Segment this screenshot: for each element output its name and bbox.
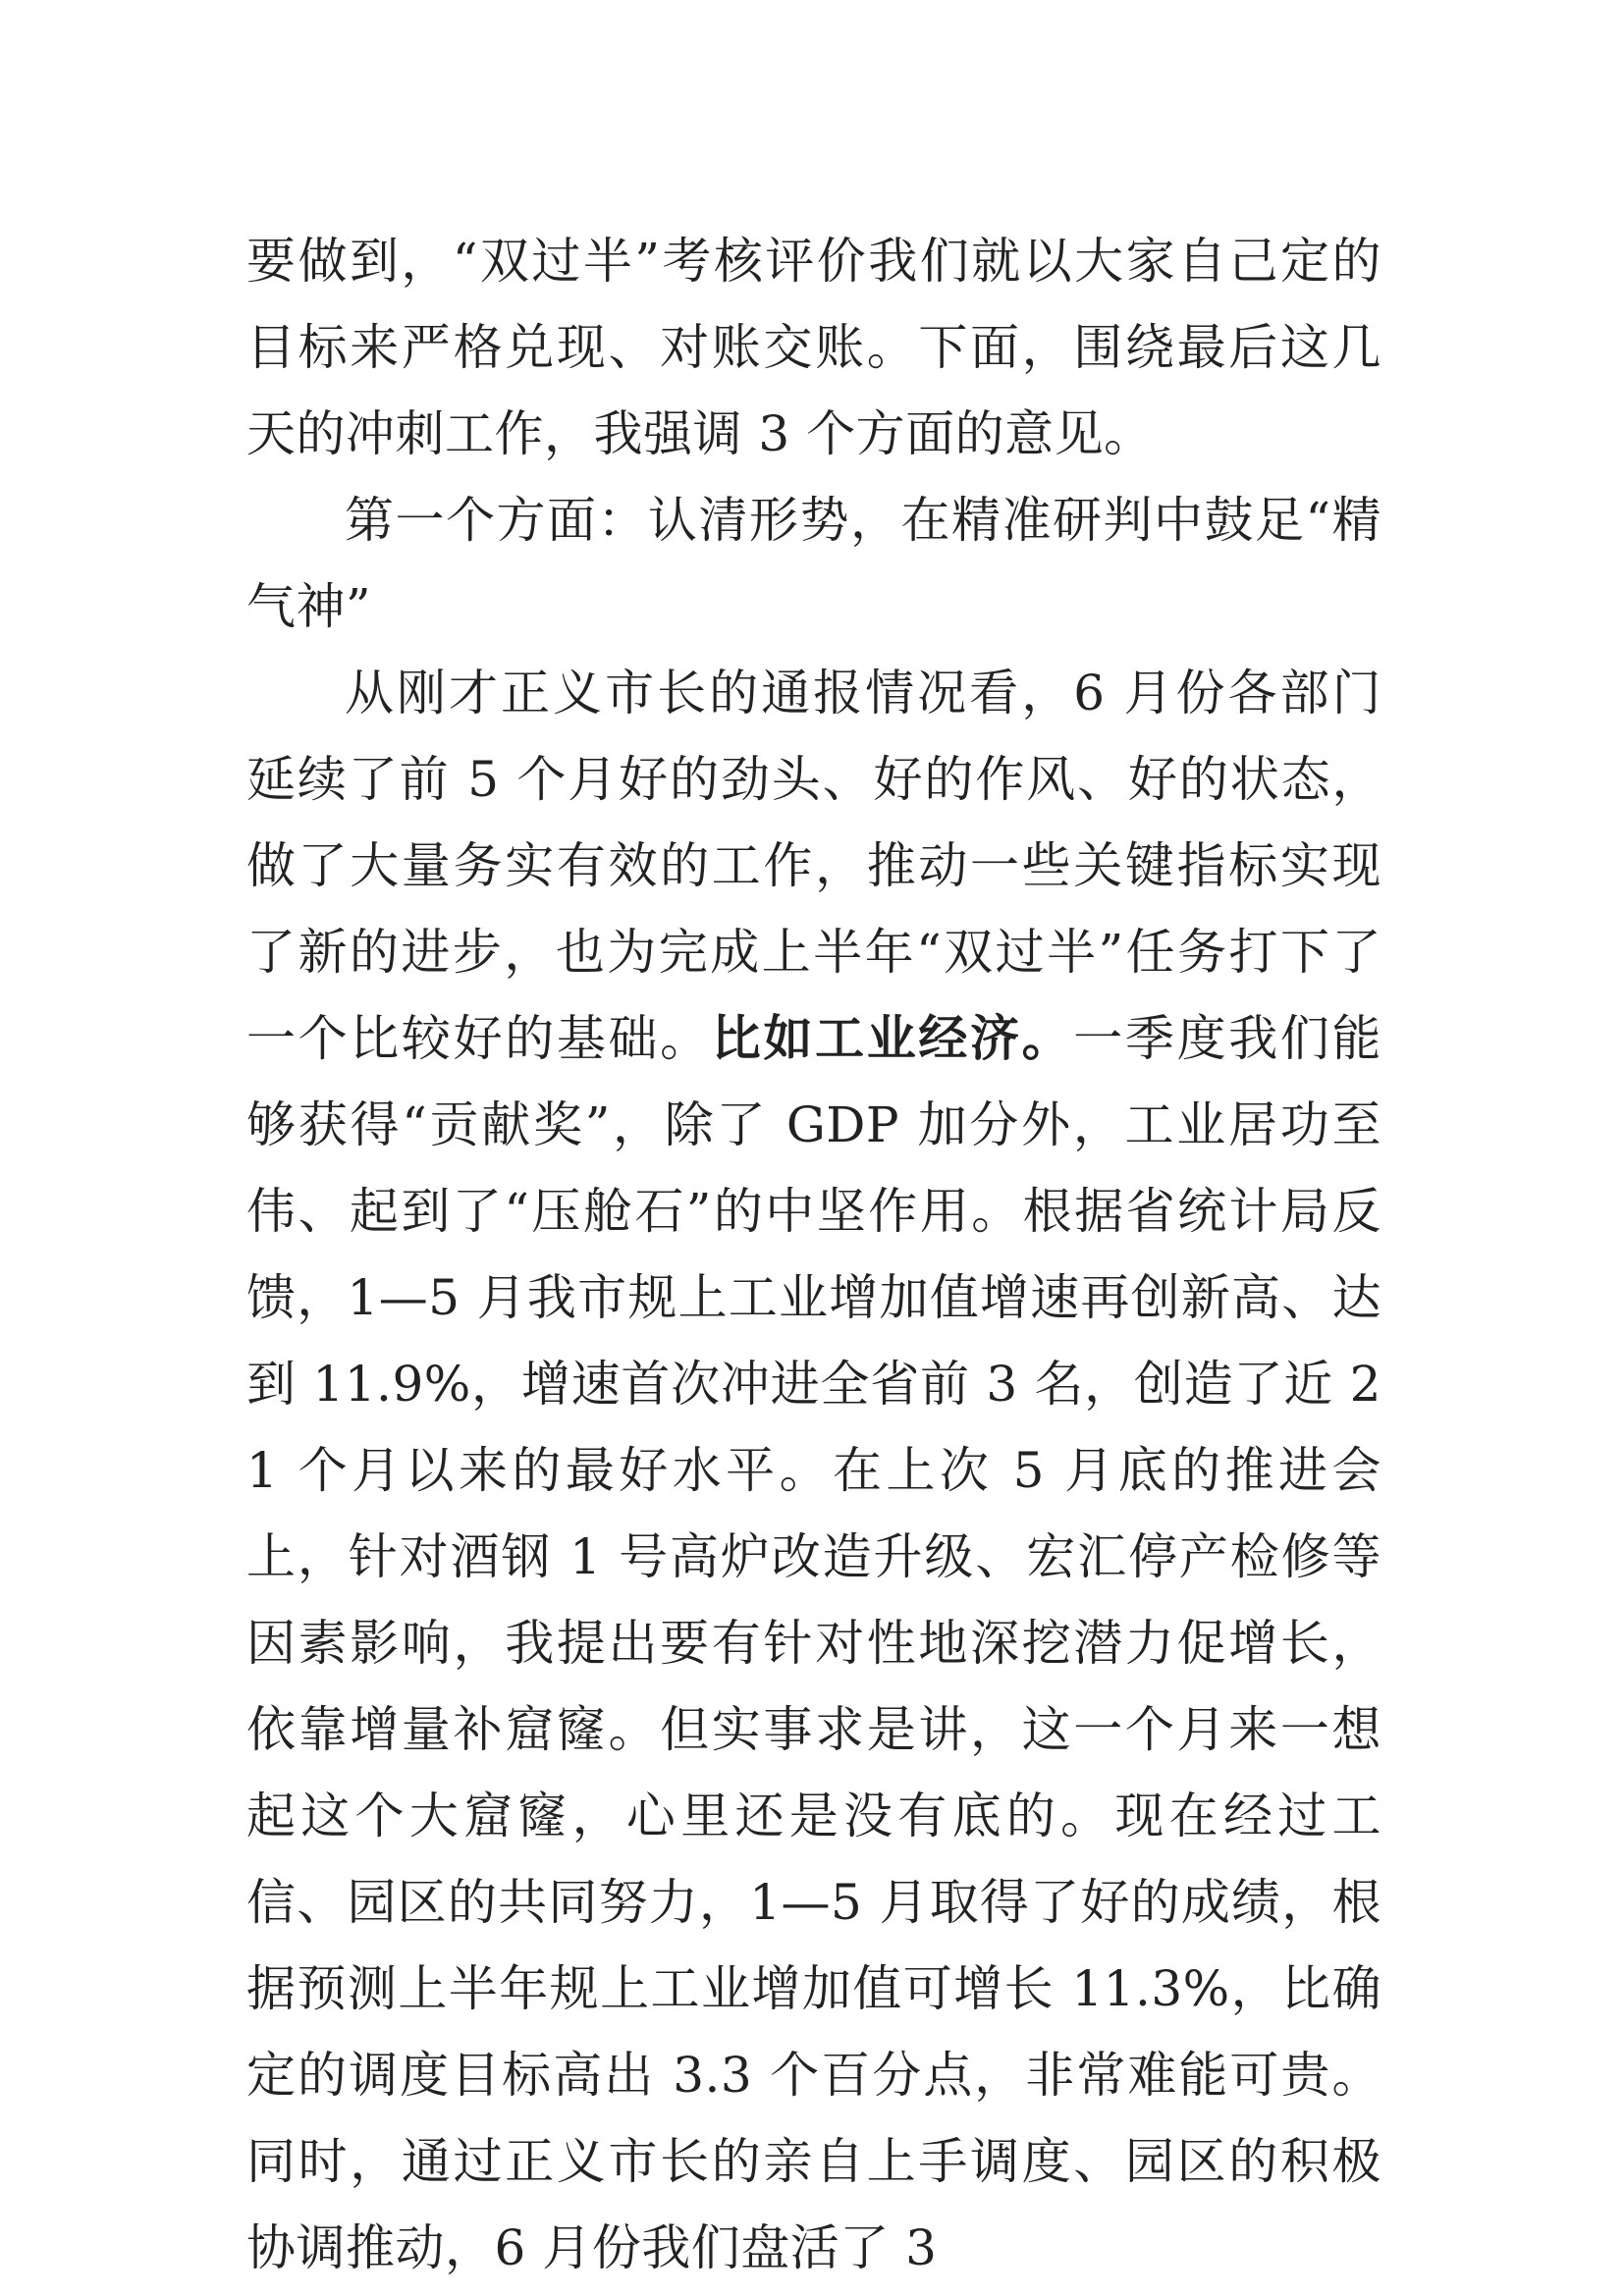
paragraph-text: 要做到，“双过半”考核评价我们就以大家自己定的目标来严格兑现、对账交账。下面，围绕最后这几天的冲刺工作，我强调 3 个方面的意见。 (246, 233, 1381, 462)
paragraph-text: 一季度我们能够获得“贡献奖”，除了 GDP 加分外，工业居功至伟、起到了“压舱石”的中坚作用。根据省统计局反馈，1—5 月我市规上工业增加值增速再创新高、达到 11.9%，增速首次冲进全省前 3 名，创造了近 21 个月以来的最好水平。在上次 5 月底的推进会上，针对酒钢 1 号高炉改造升级、宏汇停产检修等因素影响，我提出要有针对性地深挖潜力促增长，依靠增量补窟窿。但实事求是讲，这一个月来一想起这个大窟窿，心里还是没有底的。现在经过工信、园区的共同努力，1—5 月取得了好的成绩，根据预测上半年规上工业增加值可增长 11.3%，比确定的调度目标高出 3.3 个百分点，非常难能可贵。同时，通过正义市长的亲自上手调度、园区的积极协调推动，6 月份我们盘活了 3 (246, 1010, 1382, 2276)
document-body (246, 218, 1381, 2291)
section-heading-first-aspect (246, 477, 1381, 650)
section-heading-text: 第一个方面：认清形势，在精准研判中鼓足“精气神” (246, 492, 1381, 635)
bold-lead-phrase: 比如工业经济。 (711, 1009, 1074, 1067)
paragraph-opening-continuation (246, 218, 1381, 477)
paragraph-text: 从刚才正义市长的通报情况看，6 月份各部门延续了前 5 个月好的劲头、好的作风、好的状态，做了大量务实有效的工作，推动一些关键指标实现了新的进步，也为完成上半年“双过半”任务打下了一个比较好的基础。 (246, 665, 1381, 1067)
paragraph-industrial-economy (246, 650, 1381, 2291)
